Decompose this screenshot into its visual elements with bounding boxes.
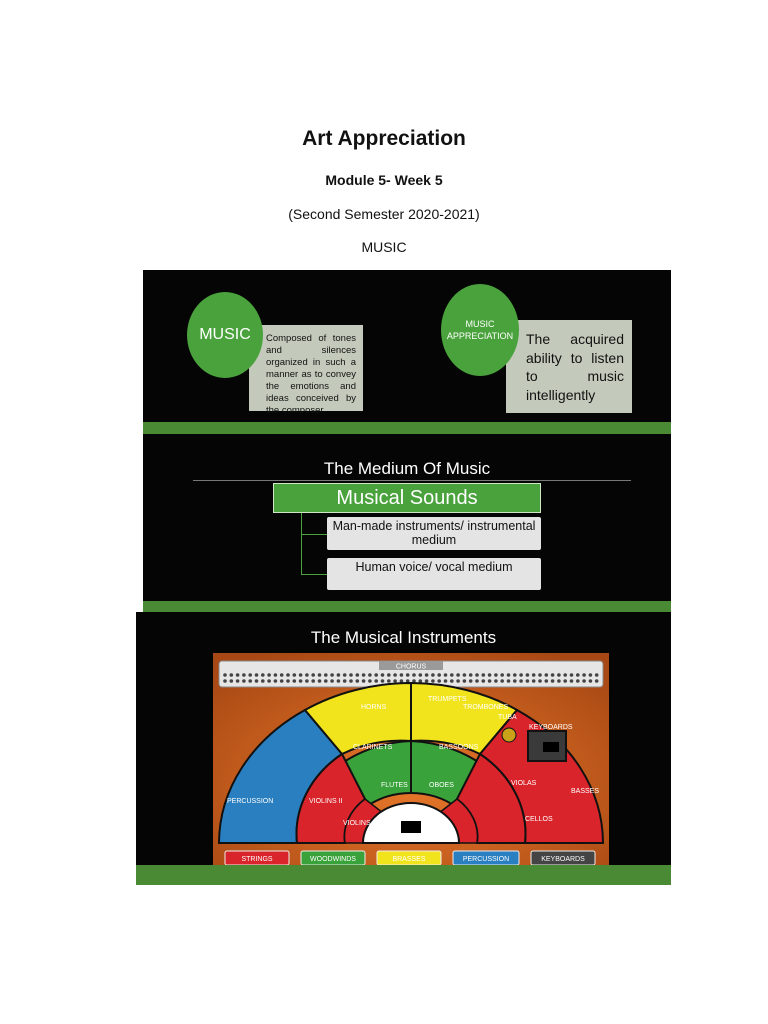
chorus-singer <box>507 679 511 683</box>
vocal-medium-box: Human voice/ vocal medium <box>327 558 541 590</box>
title-rule <box>193 480 631 481</box>
chorus-singer <box>293 679 297 683</box>
chorus-singer <box>500 673 504 677</box>
tuba-label: TUBA <box>498 714 517 721</box>
chorus-singer <box>437 679 441 683</box>
slide-divider <box>143 601 671 612</box>
chorus-singer <box>482 679 486 683</box>
music-definition-slide <box>143 270 671 422</box>
chorus-singer <box>589 673 593 677</box>
musical-sounds-box: Musical Sounds <box>273 483 541 513</box>
chorus-singer <box>374 673 378 677</box>
topic-label: MUSIC <box>361 239 407 255</box>
chorus-singer <box>595 679 599 683</box>
chorus-singer <box>538 679 542 683</box>
chorus-singer <box>267 673 271 677</box>
chorus-singer <box>494 679 498 683</box>
chorus-singer <box>488 679 492 683</box>
legend-strings-label: STRINGS <box>241 856 273 863</box>
chorus-singer <box>230 673 234 677</box>
chorus-singer <box>349 673 353 677</box>
chorus-singer <box>293 673 297 677</box>
chorus-singer <box>248 679 252 683</box>
chorus-singer <box>482 673 486 677</box>
chorus-singer <box>311 679 315 683</box>
percussion-label: PERCUSSION <box>227 798 274 805</box>
trumpets-label: TRUMPETS <box>428 696 467 703</box>
chorus-singer <box>538 673 542 677</box>
document-title: Art Appreciation <box>302 127 466 150</box>
chorus-singer <box>406 673 410 677</box>
chorus-singer <box>551 679 555 683</box>
module-label: Module 5- Week 5 <box>325 172 443 188</box>
oboes-label: OBOES <box>429 782 454 789</box>
violas-label: VIOLAS <box>511 780 537 787</box>
chorus-singer <box>519 679 523 683</box>
chorus-singer <box>236 673 240 677</box>
chorus-singer <box>299 673 303 677</box>
keyboards-section-label: KEYBOARDS <box>529 724 573 731</box>
tree-connector <box>301 512 302 574</box>
chorus-singer <box>223 673 227 677</box>
basses-label: BASSES <box>571 788 600 795</box>
chorus-singer <box>387 679 391 683</box>
chorus-singer <box>274 679 278 683</box>
chorus-singer <box>456 679 460 683</box>
chorus-singer <box>318 673 322 677</box>
chorus-singer <box>582 679 586 683</box>
chorus-singer <box>324 679 328 683</box>
chorus-singer <box>330 673 334 677</box>
chorus-singer <box>444 679 448 683</box>
violins2-label: VIOLINS II <box>309 798 343 805</box>
chorus-singer <box>526 673 530 677</box>
chorus-singer <box>444 673 448 677</box>
chorus-singer <box>374 679 378 683</box>
chorus-singer <box>576 679 580 683</box>
chorus-singer <box>425 679 429 683</box>
chorus-singer <box>393 679 397 683</box>
chorus-singer <box>532 679 536 683</box>
instrumental-medium-box: Man-made instruments/ instrumental medium <box>327 517 541 550</box>
chorus-singer <box>330 679 334 683</box>
chorus-singer <box>431 679 435 683</box>
chorus-singer <box>280 673 284 677</box>
medium-slide-title: The Medium Of Music <box>323 459 491 478</box>
conductor-label: CONDUCTOR <box>388 810 434 817</box>
cellos-label: CELLOS <box>525 816 553 823</box>
chorus-singer <box>387 673 391 677</box>
chorus-singer <box>362 679 366 683</box>
chorus-singer <box>557 679 561 683</box>
appreciation-definition-box: The acquired ability to listen to music intelligently <box>506 320 632 413</box>
chorus-singer <box>475 679 479 683</box>
chorus-singer <box>343 679 347 683</box>
chorus-singer <box>318 679 322 683</box>
legend-percussion-label: PERCUSSION <box>462 856 510 863</box>
bassoons-label: BASSOONS <box>439 744 479 751</box>
tree-connector <box>301 534 327 535</box>
chorus-singer <box>589 679 593 683</box>
chorus-singer <box>362 673 366 677</box>
musical-instruments-slide <box>136 612 671 885</box>
chorus-singer <box>469 673 473 677</box>
chorus-singer <box>337 679 341 683</box>
chorus-singer <box>551 673 555 677</box>
chorus-singer <box>337 673 341 677</box>
chorus-singer <box>274 673 278 677</box>
violins1-label: VIOLINS I <box>343 820 375 827</box>
chorus-singer <box>500 679 504 683</box>
instruments-slide-title: The Musical Instruments <box>310 628 497 647</box>
chorus-singer <box>356 679 360 683</box>
chorus-singer <box>299 679 303 683</box>
music-definition-box: Composed of tones and silences organized in such a manner as to convey the emotions and ideas conceived by the composer <box>249 325 363 411</box>
chorus-singer <box>223 679 227 683</box>
chorus-singer <box>557 673 561 677</box>
chorus-singer <box>545 673 549 677</box>
chorus-singer <box>456 673 460 677</box>
semester-label: (Second Semester 2020-2021) <box>288 206 480 222</box>
chorus-singer <box>450 679 454 683</box>
legend-keyboards-label: KEYBOARDS <box>541 856 585 863</box>
clarinets-label: CLARINETS <box>353 744 393 751</box>
slide-footer-bar <box>136 865 671 885</box>
flutes-label: FLUTES <box>381 782 408 789</box>
chorus-singer <box>242 673 246 677</box>
chorus-singer <box>425 673 429 677</box>
slide-divider <box>143 422 671 434</box>
chorus-singer <box>242 679 246 683</box>
chorus-singer <box>267 679 271 683</box>
chorus-singer <box>305 679 309 683</box>
legend-brasses-label: BRASSES <box>392 856 426 863</box>
music-circle: MUSIC <box>187 292 263 378</box>
chorus-singer <box>507 673 511 677</box>
chorus-singer <box>305 673 309 677</box>
chorus-singer <box>255 673 259 677</box>
trombones-label: TROMBONES <box>463 704 509 711</box>
chorus-singer <box>324 673 328 677</box>
chorus-singer <box>570 673 574 677</box>
music-appreciation-circle: MUSIC APPRECIATION <box>441 284 519 376</box>
chorus-singer <box>563 673 567 677</box>
conductor-podium <box>401 821 421 833</box>
orchestra-seating-chart <box>213 653 609 871</box>
chorus-singer <box>393 673 397 677</box>
chorus-singer <box>349 679 353 683</box>
chorus-singer <box>463 679 467 683</box>
chorus-singer <box>280 679 284 683</box>
chorus-singer <box>576 673 580 677</box>
chorus-singer <box>343 673 347 677</box>
chorus-singer <box>248 673 252 677</box>
chorus-singer <box>356 673 360 677</box>
horns-label: HORNS <box>361 704 387 711</box>
chorus-singer <box>261 673 265 677</box>
chorus-singer <box>582 673 586 677</box>
chorus-singer <box>437 673 441 677</box>
chorus-singer <box>494 673 498 677</box>
chorus-singer <box>368 679 372 683</box>
chorus-singer <box>431 673 435 677</box>
legend <box>225 851 595 865</box>
chorus-singer <box>513 673 517 677</box>
tree-connector <box>301 574 327 575</box>
chorus-label: CHORUS <box>395 663 427 671</box>
chorus-singer <box>261 679 265 683</box>
chorus-singer <box>570 679 574 683</box>
chorus-singer <box>381 673 385 677</box>
tuba-icon <box>502 728 516 742</box>
chorus-singer <box>519 673 523 677</box>
chorus-singer <box>488 673 492 677</box>
chorus-singer <box>368 673 372 677</box>
chorus-singer <box>513 679 517 683</box>
chorus-singer <box>463 673 467 677</box>
chorus-singer <box>532 673 536 677</box>
chorus-singer <box>255 679 259 683</box>
legend-woodwinds-label: WOODWINDS <box>310 856 356 863</box>
medium-of-music-slide <box>143 434 671 601</box>
chorus-singer <box>311 673 315 677</box>
chorus-singer <box>400 673 404 677</box>
chorus-singer <box>595 673 599 677</box>
chorus-singer <box>286 673 290 677</box>
chorus-singer <box>236 679 240 683</box>
chorus-singer <box>412 673 416 677</box>
chorus-singer <box>563 679 567 683</box>
chorus-singer <box>526 679 530 683</box>
chorus-singer <box>475 673 479 677</box>
chorus-singer <box>545 679 549 683</box>
chorus-singer <box>286 679 290 683</box>
chorus-singer <box>419 673 423 677</box>
chorus-singer <box>469 679 473 683</box>
chorus-singer <box>450 673 454 677</box>
chorus-singer <box>230 679 234 683</box>
chorus-singer <box>381 679 385 683</box>
